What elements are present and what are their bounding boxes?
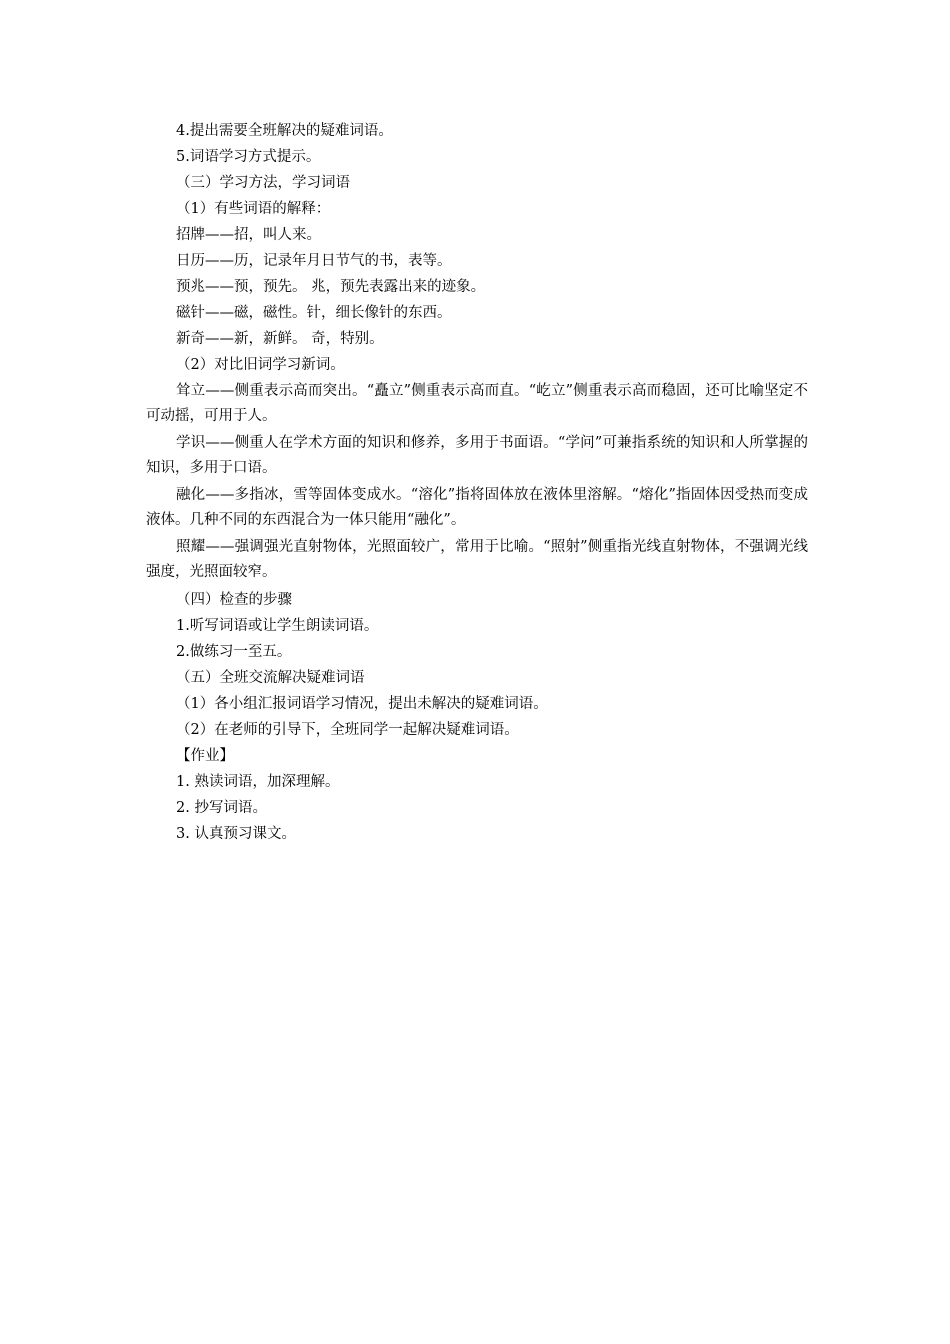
- comparison-paragraph: 融化——多指冰，雪等固体变成水。“溶化”指将固体放在液体里溶解。“熔化”指固体因受热而变成液体。几种不同的东西混合为一体只能用“融化”。: [146, 487, 808, 528]
- subsection-heading: （2）对比旧词学习新词。: [176, 357, 345, 373]
- text-line: （2）在老师的引导下，全班同学一起解决疑难词语。: [176, 722, 519, 738]
- subsection-heading: （1）有些词语的解释：: [176, 201, 331, 217]
- comparison-paragraph: 耸立——侧重表示高而突出。“矗立”侧重表示高而直。“屹立”侧重表示高而稳固，还可比喻坚定不可动摇，可用于人。: [146, 383, 808, 424]
- text-line: 4.提出需要全班解决的疑难词语。: [176, 123, 393, 139]
- text-line: （1）各小组汇报词语学习情况，提出未解决的疑难词语。: [176, 696, 548, 712]
- definition-line: 招牌——招，叫人来。: [176, 227, 321, 243]
- definition-line: 新奇——新，新鲜。 奇，特别。: [176, 331, 384, 347]
- definition-line: 磁针——磁，磁性。针，细长像针的东西。: [176, 305, 452, 321]
- definition-line: 预兆——预，预先。 兆，预先表露出来的迹象。: [176, 279, 486, 295]
- section-heading: （五）全班交流解决疑难词语: [176, 670, 365, 686]
- document-body: [146, 118, 808, 847]
- definition-line: 日历——历，记录年月日节气的书，表等。: [176, 253, 452, 269]
- homework-item: 2. 抄写词语。: [176, 800, 267, 816]
- homework-heading: 【作业】: [176, 748, 234, 764]
- comparison-paragraph: 学识——侧重人在学术方面的知识和修养，多用于书面语。“学问”可兼指系统的知识和人所掌握的知识，多用于口语。: [146, 435, 808, 476]
- section-heading: （三）学习方法，学习词语: [176, 175, 350, 191]
- homework-item: 3. 认真预习课文。: [176, 826, 296, 842]
- section-heading: （四）检查的步骤: [176, 592, 292, 608]
- text-line: 1.听写词语或让学生朗读词语。: [176, 618, 379, 634]
- text-line: 2.做练习一至五。: [176, 644, 292, 660]
- homework-item: 1. 熟读词语，加深理解。: [176, 774, 340, 790]
- text-line: 5.词语学习方式提示。: [176, 149, 321, 165]
- comparison-paragraph: 照耀——强调强光直射物体，光照面较广，常用于比喻。“照射”侧重指光线直射物体，不强调光线强度，光照面较窄。: [146, 539, 808, 580]
